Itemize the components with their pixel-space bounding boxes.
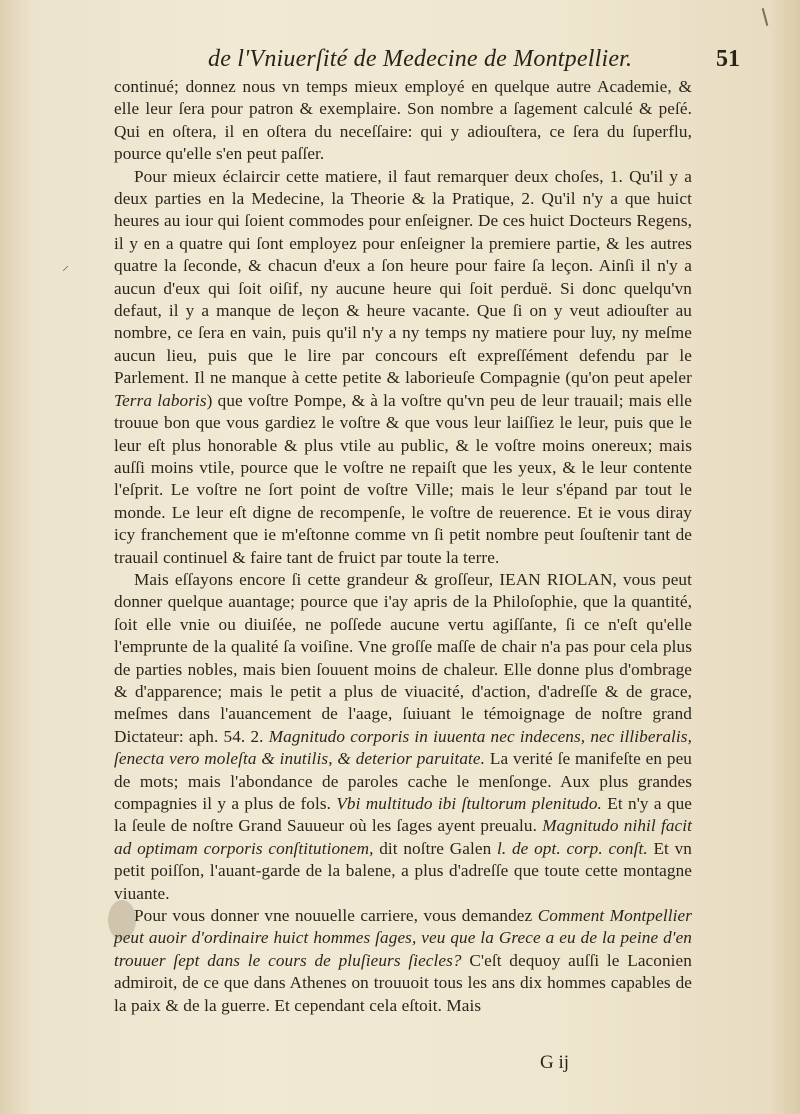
italic-run: Vbi multitudo ibi ſtultorum plenitudo. [336,794,602,813]
text-run: dit noſtre Galen [373,838,497,858]
text-run: ) que voſtre Pompe, & à la voſtre qu'vn peu de leur trauail; mais elle trouue bon que vous gardiez le voſtre & que vous leur laiſſiez le leur, puis que le leur eſt plus honorable & plus vtile au public, & le voſtre moins onereux; mais auſſi moins vtile, pource que le voſtre ne repaiſt que les yeux, & le leur contente l'eſprit. Le voſtre ne ſort point de voſtre Ville; mais le leur s'épand par tout le monde. Le leur eſt digne de recompenſe, le voſtre de reuerence. Et ie vous diray icy franchement que ie m'eſtonne comme vn ſi petit nombre peut ſouſtenir tant de trauail continuel & faire tant de fruict par toute la terre. [114,390,693,567]
corner-mark [762,8,769,26]
text-run: Pour mieux éclaircir cette matiere, il faut remarquer deux choſes, 1. Qu'il y a deux parties en la Medecine, la Theorie & la Pratique, 2. Qu'il n'y a que huict heures au iour qui ſoient commodes pour enſeigner. De ces huict Docteurs Regens, il y en a quatre qui ſont employez pour enſeigner la premiere partie, & les autres quatre la ſeconde, & chacun d'eux a ſon heure pour faire ſa leçon. Ainſi il n'y a aucun d'eux qui ſoit oiſif, ny aucune heure qui ſoit perduë. Si donc quelqu'vn defaut, il y a manque de leçon & heure vacante. Que ſi on y veut adiouſter au nombre, ce ſera en vain, puis qu'il n'y a ny temps ny matiere pour luy, ny meſme aucun lieu, puis que le lire par concours eſt expreſſément defendu par le Parlement. Il ne manque à cette petite & laborieuſe Compagnie (qu'on peut apeler [114,166,692,388]
text-run: Et n'y a que la ſeule de noſtre Grand Sauueur où les ſages ayent preualu. [114,794,692,836]
page-number: 51 [716,46,740,72]
text-run: Mais eſſayons encore ſi cette grandeur & groſſeur, IEAN RIOLAN, vous peut donner quelque auantage; pource que i'ay apris de la Philoſophie, que la quantité, ſoit elle vnie ou diuiſée, ne poſſede aucune vertu agiſſante, ſi ce n'eſt qu'elle l'emprunte de la qualité ſa voiſine. Vne groſſe maſſe de chair n'a pas pour cela plus de parties nobles, mais bien ſouuent moins de chaleur. Elle donne plus d'ombrage & d'apparence; mais le petit a plus de viuacité, d'action, d'adreſſe & de grace, meſmes dans l'auancement de l'aage, ſuiuant le témoignage de noſtre grand Dictateur: aph. 54. 2. [114,569,692,746]
paragraph [114,76,692,166]
signature-mark: G ij [540,1052,570,1073]
text-run: Pour vous donner vne nouuelle carriere, vous demandez [134,906,538,926]
body-text [114,76,692,1017]
paragraph [114,905,692,1017]
italic-run: Magnitudo nihil facit ad optimam corporis conſtitutionem, [114,816,693,858]
paragraph [114,166,692,569]
text-run: continué; donnez nous vn temps mieux employé en quelque autre Academie, & elle leur ſera pour patron & exemplaire. Son nombre a ſagement calculé & peſé. Qui en oſtera, il en oſtera du neceſſaire: qui y adiouſtera, ce ſera du ſuperflu, pource qu'elle s'en peut paſſer. [114,77,692,164]
page-header [120,44,740,76]
italic-run: Comment Montpellier peut auoir d'ordinaire huict hommes ſages, veu que la Grece a eu de la peine d'en trouuer ſept dans le cours de pluſieurs ſiecles? [114,906,692,970]
margin-mark: ⸝ [62,258,69,274]
ink-stain [108,900,136,940]
italic-run: Terra laboris [114,390,207,410]
italic-run: l. de opt. corp. conſt. [497,838,648,858]
italic-run: Magnitudo corporis in iuuenta nec indecens, nec illiberalis, ſenecta vero moleſta & inutilis, & deterior paruitate. [114,726,692,769]
running-title: de l'Vniuerſité de Medecine de Montpellier. [208,46,633,72]
text-run: C'eſt dequoy auſſi le Laconien admiroit, de ce que dans Athenes on trouuoit tous les ans dix hommes capables de la paix & de la guerre. Et cependant cela eſtoit. Mais [114,950,692,1015]
text-run: La verité ſe manifeſte en peu de mots; mais l'abondance de paroles cache le menſonge. Aux plus grandes compagnies il y a plus de fols. [114,749,692,813]
paragraph [114,569,692,905]
text-run: Et vn petit poiſſon, l'auant-garde de la balene, a plus d'adreſſe que toute cette montagne viuante. [114,838,693,903]
